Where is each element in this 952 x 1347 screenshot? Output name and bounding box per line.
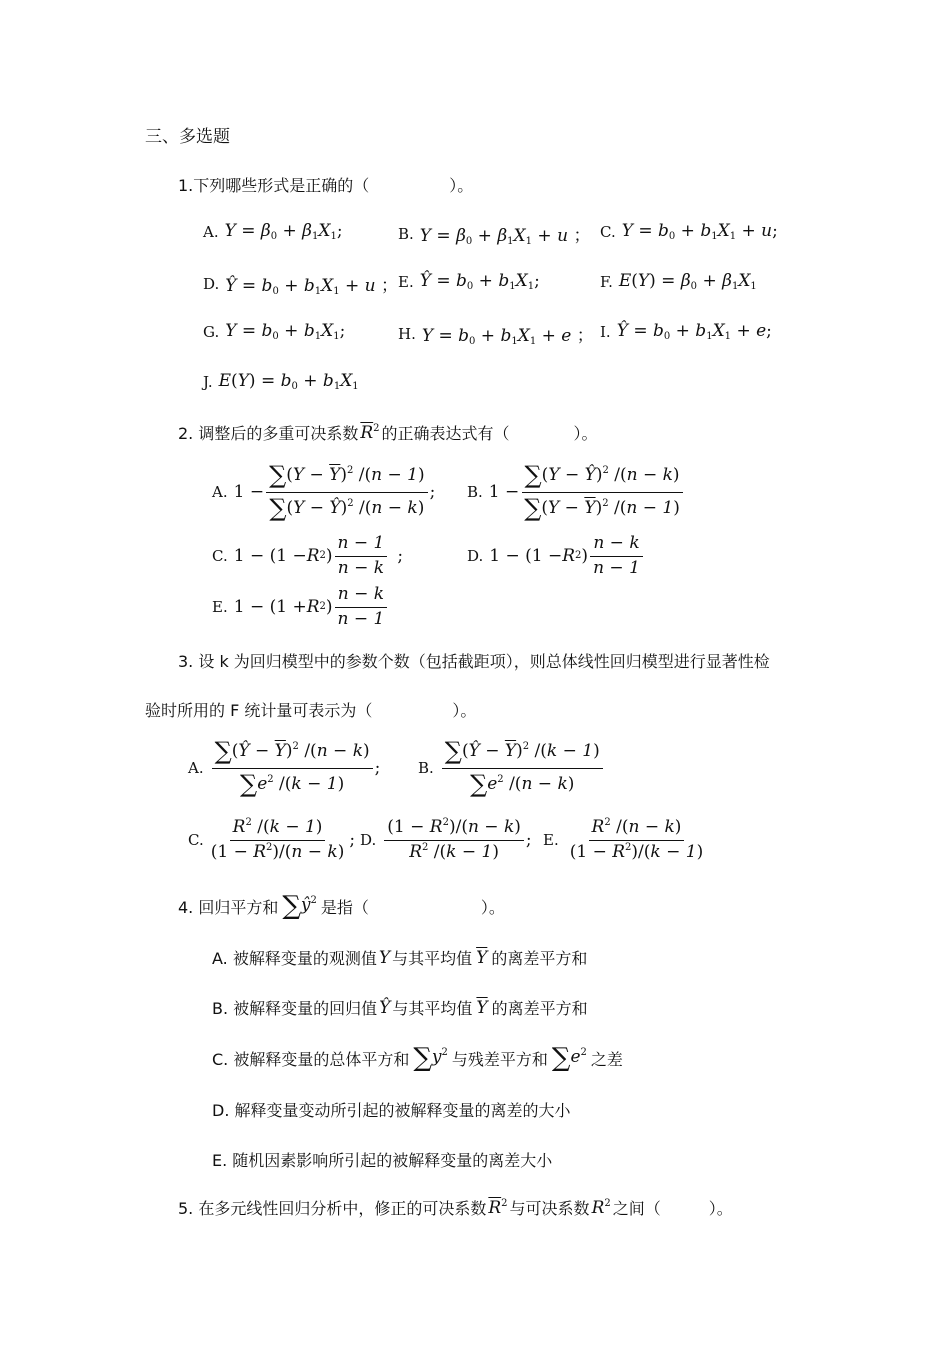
q1-option-i-formula: Ŷ = $b_0 + b_1X_1 + e$; bbox=[616, 321, 772, 342]
q1-option-a: A. $Y = \beta_0 + \beta_1X_1$; bbox=[203, 221, 343, 242]
question-4-stem: 4. 回归平方和 $\sum ŷ^2$ 是指（ ）。 bbox=[178, 891, 505, 921]
q2-option-c-fraction: $\frac{n - 1}{n - k}$ bbox=[335, 534, 388, 578]
q1-option-g: G. $Y = b_0 + b_1X_1$; bbox=[203, 321, 346, 342]
question-2-stem: 2. 调整后的多重可决系数 $\overline{R}^2$ 的正确表达式有（ ）。 bbox=[178, 422, 598, 443]
q1-option-f-formula: $E(Y) = \beta_0 + \beta_1X_1$ bbox=[618, 271, 757, 292]
q1-option-d-formula: Ŷ = $b_0 + b_1X_1 + u$ ； bbox=[225, 276, 399, 297]
q3-option-c-fraction: $\frac{R^2 /(k - 1)}{(1 - R^2)/(n - k)}$ bbox=[210, 817, 345, 862]
q1-option-c: C. $Y = b_0 + b_1X_1 + u$; bbox=[600, 221, 778, 242]
q1-option-b-formula: $Y = \beta_0 + \beta_1X_1 + u$ ； bbox=[419, 226, 591, 247]
q1-option-h-formula: $Y = b_0 + b_1X_1 + e$ ； bbox=[421, 326, 594, 347]
q3-option-c: C. $\frac{R^2 /(k - 1)}{(1 - R^2)/(n - k)}$ ; bbox=[188, 817, 356, 862]
q1-option-h: H. $Y = b_0 + b_1X_1 + e$ ； bbox=[398, 321, 594, 347]
question-3-stem-line-1: 3. 设 k 为回归模型中的参数个数（包括截距项），则总体线性回归模型进行显著性检 bbox=[178, 652, 770, 671]
q2-option-b-fraction: $\frac{\sum(Y - Ŷ)^2 /(n - k)}{\sum(Y - \overline{Y})^2 /(n - 1)}$ bbox=[521, 462, 683, 522]
q1-option-e: E. Ŷ = $b_0 + b_1X_1$; bbox=[398, 271, 540, 292]
q4-option-e: E. 随机因素影响所引起的被解释变量的离差大小 bbox=[212, 1151, 553, 1170]
q2-option-d: D. 1 − (1 − R 2 ) $\frac{n - k}{n - 1}$ bbox=[467, 534, 645, 578]
section-title: 三、多选题 bbox=[145, 127, 230, 147]
q3-option-a: A. $\frac{\sum(Ŷ - \overline{Y})^2 /(n - k)}{\sum e^2 /(k - 1)}$ ; bbox=[188, 737, 381, 798]
q1-option-a-formula: $Y = \beta_0 + \beta_1X_1$; bbox=[224, 221, 343, 242]
q2-option-a: A. 1 − $\frac{\sum(Y - \overline{Y})^2 /(n - 1)}{\sum(Y - Ŷ)^2 /(n - k)}$ ; bbox=[212, 461, 436, 522]
q2-option-d-fraction: $\frac{n - k}{n - 1}$ bbox=[590, 534, 643, 578]
question-5-stem: 5. 在多元线性回归分析中，修正的可决系数 $\overline{R}^2$ 与可决系数 $R^2$ 之间（ ）。 bbox=[178, 1197, 733, 1218]
q3-option-a-fraction: $\frac{\sum(Ŷ - \overline{Y})^2 /(n - k)}{\sum e^2 /(k - 1)}$ bbox=[212, 738, 373, 798]
q1-option-j: J. $E(Y) = b_0 + b_1X_1$ bbox=[203, 371, 359, 392]
q4-option-a: A. 被解释变量的观测值 Y 与其平均值 $\overline{Y}$ 的离差平方和 bbox=[212, 947, 588, 968]
q1-option-d: D. Ŷ = $b_0 + b_1X_1 + u$ ； bbox=[203, 271, 398, 297]
q4-option-c: C. 被解释变量的总体平方和 $\sum y^2$ 与残差平方和 $\sum e^2$ 之差 bbox=[212, 1043, 623, 1073]
q1-option-j-formula: $E(Y) = b_0 + b_1X_1$ bbox=[218, 371, 359, 392]
q2-option-e-fraction: $\frac{n - k}{n - 1}$ bbox=[335, 585, 388, 629]
q1-option-e-formula: Ŷ = $b_0 + b_1X_1$; bbox=[419, 271, 540, 292]
sum-y-hat-squared: $\sum ŷ^2$ bbox=[282, 891, 317, 921]
q2-option-a-fraction: $\frac{\sum(Y - \overline{Y})^2 /(n - 1)}{\sum(Y - Ŷ)^2 /(n - k)}$ bbox=[266, 462, 428, 522]
q1-option-g-formula: $Y = b_0 + b_1X_1$; bbox=[225, 321, 346, 342]
q2-option-b: B. 1 − $\frac{\sum(Y - Ŷ)^2 /(n - k)}{\sum(Y - \overline{Y})^2 /(n - 1)}$ bbox=[467, 462, 685, 522]
question-3-stem-line-2: 验时所用的 F 统计量可表示为（ ）。 bbox=[145, 701, 477, 720]
q3-option-d: D. $\frac{(1 - R^2)/(n - k)}{R^2 /(k - 1)}$ ; bbox=[360, 817, 532, 862]
q3-option-d-fraction: $\frac{(1 - R^2)/(n - k)}{R^2 /(k - 1)}$ bbox=[384, 818, 524, 862]
q1-option-c-formula: $Y = b_0 + b_1X_1 + u$; bbox=[621, 221, 778, 242]
q3-option-b-fraction: $\frac{\sum(Ŷ - \overline{Y})^2 /(k - 1)}{\sum e^2 /(n - k)}$ bbox=[442, 738, 603, 798]
q4-option-b: B. 被解释变量的回归值 Ŷ 与其平均值 $\overline{Y}$ 的离差平方和 bbox=[212, 997, 588, 1018]
q3-option-e: E. $\frac{R^2 /(n - k)}{(1 - R^2)/(k - 1)}$ bbox=[543, 818, 708, 862]
q4-option-d: D. 解释变量变动所引起的被解释变量的离差的大小 bbox=[212, 1101, 571, 1120]
q3-option-b: B. $\frac{\sum(Ŷ - \overline{Y})^2 /(k - 1)}{\sum e^2 /(n - k)}$ bbox=[418, 738, 605, 798]
q1-option-i: I. Ŷ = $b_0 + b_1X_1 + e$; bbox=[600, 321, 772, 342]
question-1-stem: 1.下列哪些形式是正确的（ ）。 bbox=[178, 176, 474, 195]
r2-adjusted-symbol: $\overline{R}^2$ bbox=[360, 422, 380, 443]
q2-option-c: C. 1 − (1 − R 2 ) $\frac{n - 1}{n - k}$ ; bbox=[212, 533, 404, 578]
q3-option-e-fraction: $\frac{R^2 /(n - k)}{(1 - R^2)/(k - 1)}$ bbox=[569, 817, 704, 862]
q1-option-f: F. $E(Y) = \beta_0 + \beta_1X_1$ bbox=[600, 271, 757, 292]
q1-option-b: B. $Y = \beta_0 + \beta_1X_1 + u$ ； bbox=[398, 221, 590, 247]
q2-option-e: E. 1 − (1 + R 2 ) $\frac{n - k}{n - 1}$ bbox=[212, 585, 389, 629]
